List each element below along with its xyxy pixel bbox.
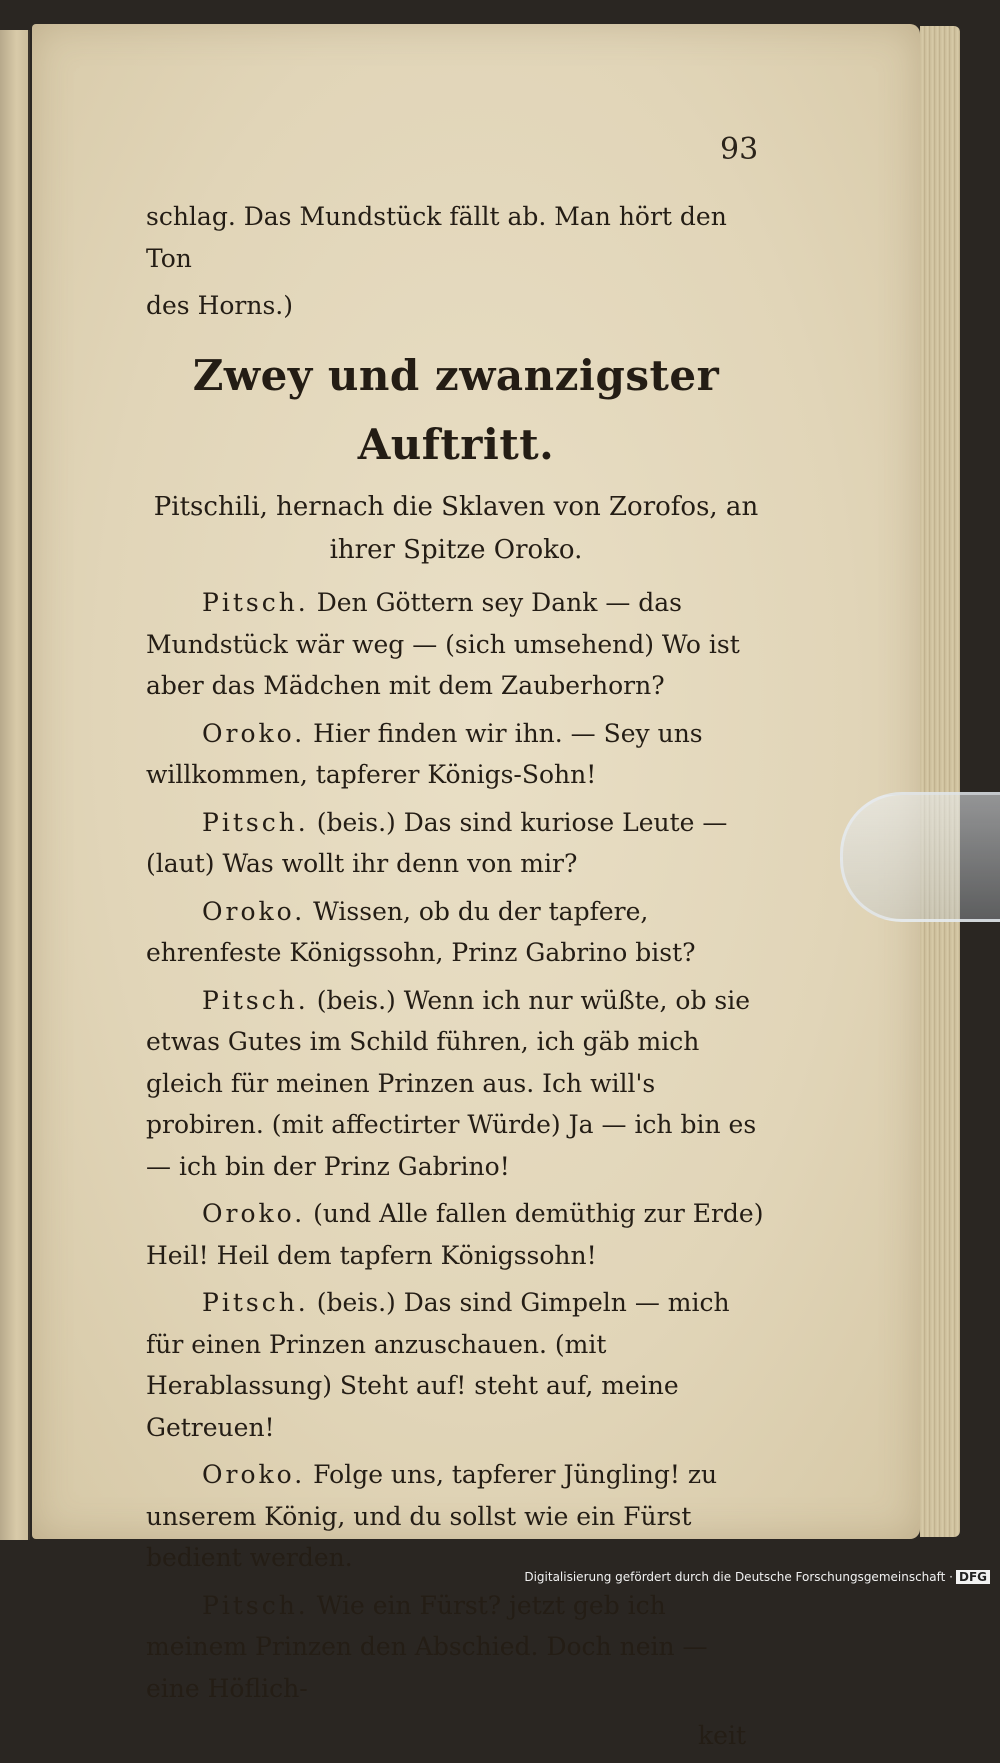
page-stack-edge — [920, 26, 960, 1537]
cast-list — [146, 486, 766, 572]
scene-heading: Zwey und zwanzigster Auftritt. — [192, 350, 720, 470]
speaker-name: Pitsch. — [202, 1288, 309, 1318]
dialogue-text: (beis.) Das sind Gimpeln — mich für einen Prinzen anzuschauen. (mit Herablassung) Steht auf! steht auf, meine Getreuen! — [146, 1288, 730, 1442]
page-text — [146, 196, 766, 1763]
speaker-name: Pitsch. — [202, 807, 309, 837]
speaker-name: Oroko. — [202, 1460, 306, 1490]
dialogue-text: Hier finden wir ihn. — Sey uns willkommen, tapferer Königs-Sohn! — [146, 718, 703, 790]
dfg-logo: DFG — [956, 1570, 990, 1584]
page-number: 93 — [720, 132, 759, 167]
dialogue-paragraph — [146, 582, 766, 707]
speaker-name: Pitsch. — [202, 985, 309, 1015]
dialogue-paragraph — [146, 1585, 766, 1710]
speaker-name: Oroko. — [202, 718, 306, 748]
dialogue-text: (beis.) Das sind kuriose Leute — (laut) Was wollt ihr denn von mir? — [146, 807, 728, 879]
digitization-credit — [524, 1570, 990, 1584]
speaker-name: Pitsch. — [202, 588, 309, 618]
dialogue-text: Wie ein Fürst? jetzt geb ich meinem Prinzen den Abschied. Doch nein — eine Höflich- — [146, 1590, 708, 1703]
speaker-name: Oroko. — [202, 896, 306, 926]
dialogue-text: Wissen, ob du der tapfere, ehrenfeste Königssohn, Prinz Gabrino bist? — [146, 896, 696, 968]
dialogue-paragraph — [146, 713, 766, 796]
text-line: des Horns.) — [146, 291, 294, 320]
dialogue-text: Den Göttern sey Dank — das Mundstück wär weg — (sich umsehend) Wo ist aber das Mädchen mit dem Zauberhorn? — [146, 588, 740, 701]
dialogue-text: Folge uns, tapferer Jüngling! zu unserem König, und du sollst wie ein Fürst bedient werden. — [146, 1460, 718, 1573]
page-clip — [840, 792, 1000, 922]
dialogue-paragraph — [146, 802, 766, 885]
dialogue-text: (beis.) Wenn ich nur wüßte, ob sie etwas Gutes im Schild führen, ich gäb mich gleich für meinen Prinzen aus. Ich will's probiren. (mit affectirter Würde) Ja — ich bin es — ich bin der Prinz Gabrino! — [146, 985, 757, 1181]
catchword: keit — [698, 1721, 746, 1751]
speaker-name: Pitsch. — [202, 1590, 309, 1620]
dialogue-paragraph — [146, 1454, 766, 1579]
dialogue-paragraph — [146, 891, 766, 974]
text-line: schlag. Das Mundstück fällt ab. Man hört den Ton — [146, 202, 727, 273]
dialogue-paragraph — [146, 980, 766, 1188]
left-page-edge — [0, 30, 30, 1540]
cast-line: ihrer Spitze Oroko. — [329, 535, 583, 566]
speaker-name: Oroko. — [202, 1199, 306, 1229]
dialogue-paragraph — [146, 1193, 766, 1276]
dialogue-paragraph — [146, 1282, 766, 1448]
credit-text: Digitalisierung gefördert durch die Deutsche Forschungsgemeinschaft · — [524, 1570, 953, 1584]
cast-line: Pitschili, hernach die Sklaven von Zorofos, an — [153, 491, 759, 522]
dialogue-text: (und Alle fallen demüthig zur Erde) Heil! Heil dem tapfern Königssohn! — [146, 1199, 764, 1270]
